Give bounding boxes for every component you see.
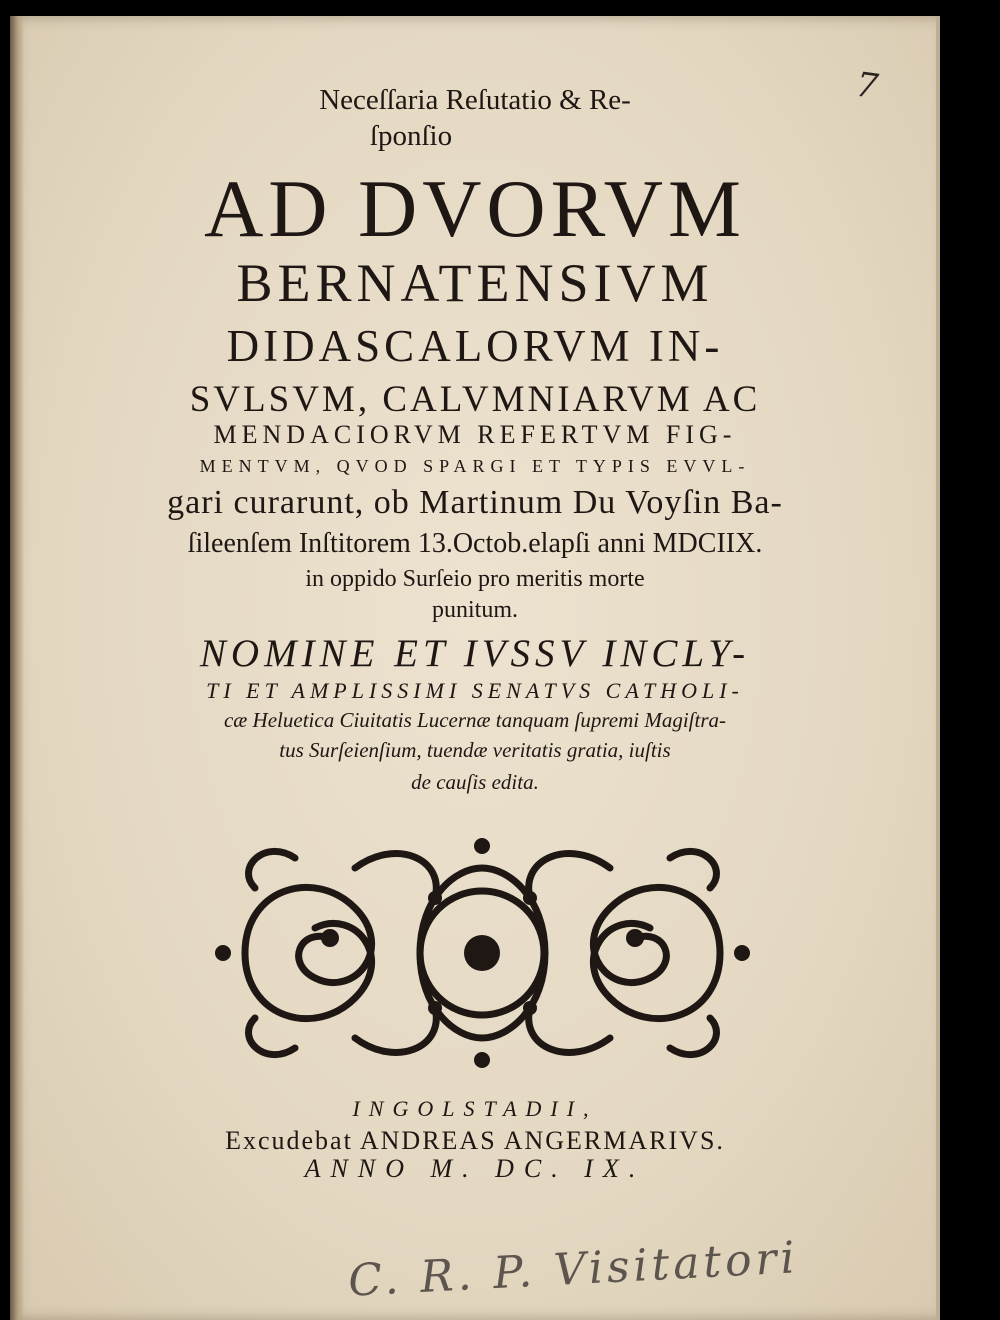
- handwritten-inscription: C. R. P. Visitatori: [346, 1232, 800, 1307]
- imprint-year: ANNO M. DC. IX.: [304, 1154, 646, 1183]
- title-line-15: cæ Heluetica Ciuitatis Lucernæ tanquam ſupremi Magiſtra-: [223, 708, 727, 732]
- title-page: [10, 16, 940, 1320]
- printers-ornament-icon: [205, 828, 760, 1078]
- title-line-6: SVLSVM, CALVMNIARVM AC: [189, 379, 761, 420]
- title-line-5: DIDASCALORVM IN-: [226, 321, 724, 371]
- title-line-13: NOMINE ET IVSSV INCLY-: [199, 632, 751, 675]
- title-line-2: ſponſio: [369, 120, 453, 152]
- imprint-place: INGOLSTADII,: [352, 1096, 598, 1121]
- title-line-8: MENTVM, QVOD SPARGI ET TYPIS EVVL-: [199, 456, 751, 476]
- title-line-12: punitum.: [431, 597, 518, 623]
- title-line-3: AD DVORVM: [204, 163, 746, 254]
- title-line-10: ſileenſem Inſtitorem 13.Octob.elapſi anni MDCIIX.: [187, 528, 763, 559]
- title-line-4: BERNATENSIVM: [236, 253, 714, 313]
- title-line-17: de cauſis edita.: [411, 770, 539, 794]
- title-line-1: Neceſſaria Reſutatio & Re-: [319, 84, 631, 116]
- title-line-7: MENDACIORVM REFERTVM FIG-: [213, 420, 737, 449]
- title-line-16: tus Surſeienſium, tuendæ veritatis gratia, iuſtis: [279, 738, 671, 762]
- title-line-9: gari curarunt, ob Martinum Du Voyſin Ba-: [167, 484, 783, 521]
- handwritten-page-number: 7: [853, 64, 881, 108]
- title-line-14: TI ET AMPLISSIMI SENATVS CATHOLI-: [206, 678, 744, 703]
- title-line-11: in oppido Surſeio pro meritis morte: [305, 566, 645, 592]
- imprint-printer: Excudebat ANDREAS ANGERMARIVS.: [225, 1126, 725, 1155]
